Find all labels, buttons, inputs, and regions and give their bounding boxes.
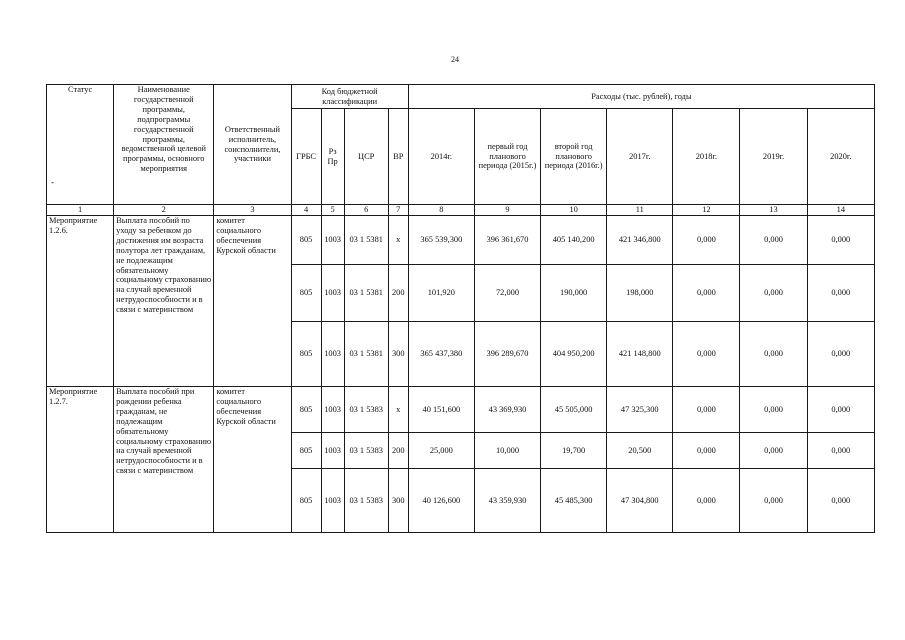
value-cell: 0,000 — [807, 265, 874, 322]
rzpr-cell: 1003 — [321, 469, 344, 533]
value-cell: 72,000 — [474, 265, 540, 322]
column-number: 5 — [321, 205, 344, 216]
header-status — [47, 85, 114, 205]
activity-name: Выплата пособий при рождении ребенка гражданам, не подлежащим обязательному социальному страхованию на случай временной нетрудоспособности и в связи с материнством — [114, 387, 214, 533]
activity-status: Мероприятие 1.2.7. — [47, 387, 114, 533]
value-cell: 0,000 — [673, 322, 740, 387]
header-expenses: Расходы (тыс. рублей), годы — [408, 85, 874, 109]
header-year-2018: 2018г. — [673, 109, 740, 205]
value-cell: 0,000 — [740, 265, 807, 322]
value-cell: 198,000 — [607, 265, 673, 322]
column-number: 8 — [408, 205, 474, 216]
vr-cell: 300 — [388, 322, 408, 387]
column-number: 13 — [740, 205, 807, 216]
header-status-text: Статус — [67, 85, 93, 94]
rzpr-cell: 1003 — [321, 433, 344, 469]
grbs-cell: 805 — [291, 387, 321, 433]
csr-cell: 03 1 5381 — [344, 216, 388, 265]
rzpr-cell: 1003 — [321, 265, 344, 322]
value-cell: 0,000 — [673, 265, 740, 322]
activity-executor: комитет социального обеспечения Курской области — [214, 387, 291, 533]
value-cell: 0,000 — [740, 216, 807, 265]
value-cell: 0,000 — [807, 387, 874, 433]
header-year-2019: 2019г. — [740, 109, 807, 205]
value-cell: 43 369,930 — [474, 387, 540, 433]
column-number: 12 — [673, 205, 740, 216]
header-budget-code: Код бюджетной классификации — [291, 85, 408, 109]
column-number: 14 — [807, 205, 874, 216]
value-cell: 0,000 — [740, 322, 807, 387]
value-cell: 0,000 — [807, 216, 874, 265]
vr-cell: 300 — [388, 469, 408, 533]
column-number-row — [47, 205, 875, 216]
value-cell: 101,920 — [408, 265, 474, 322]
column-number: 6 — [344, 205, 388, 216]
value-cell: 0,000 — [673, 387, 740, 433]
header-year-2014: 2014г. — [408, 109, 474, 205]
header-name: Наименование государственной программы, подпрограммы государственной программы, ведомственной целевой программы, основного мероприятия — [114, 85, 214, 205]
value-cell: 0,000 — [673, 433, 740, 469]
header-vr: ВР — [388, 109, 408, 205]
value-cell: 0,000 — [740, 433, 807, 469]
header-rzpr: Рз Пр — [321, 109, 344, 205]
value-cell: 40 126,600 — [408, 469, 474, 533]
column-number: 1 — [47, 205, 114, 216]
value-cell: 0,000 — [807, 469, 874, 533]
column-number: 4 — [291, 205, 321, 216]
table-row — [47, 216, 875, 265]
activity-status: Мероприятие 1.2.6. — [47, 216, 114, 387]
value-cell: 43 359,930 — [474, 469, 540, 533]
value-cell: 0,000 — [740, 469, 807, 533]
column-number: 3 — [214, 205, 291, 216]
rzpr-cell: 1003 — [321, 322, 344, 387]
value-cell: 190,000 — [541, 265, 607, 322]
value-cell: 20,500 — [607, 433, 673, 469]
header-year-2016: второй год планового периода (2016г.) — [541, 109, 607, 205]
value-cell: 0,000 — [807, 433, 874, 469]
grbs-cell: 805 — [291, 216, 321, 265]
vr-cell: х — [388, 387, 408, 433]
header-executor: Ответственный исполнитель, соисполнители, участники — [214, 85, 291, 205]
header-year-2020: 2020г. — [807, 109, 874, 205]
value-cell: 405 140,200 — [541, 216, 607, 265]
rzpr-cell: 1003 — [321, 216, 344, 265]
grbs-cell: 805 — [291, 322, 321, 387]
value-cell: 0,000 — [807, 322, 874, 387]
budget-table — [46, 84, 875, 533]
grbs-cell: 805 — [291, 469, 321, 533]
value-cell: 421 148,800 — [607, 322, 673, 387]
value-cell: 365 539,300 — [408, 216, 474, 265]
value-cell: 404 950,200 — [541, 322, 607, 387]
vr-cell: 200 — [388, 265, 408, 322]
value-cell: 396 289,670 — [474, 322, 540, 387]
activity-name: Выплата пособий по уходу за ребенком до достижения им возраста полутора лет гражданам, не подлежащим обязательному социальному страхованию на случай временной нетрудоспособности и в связи с материнством — [114, 216, 214, 387]
value-cell: 396 361,670 — [474, 216, 540, 265]
page-number: 24 — [451, 55, 459, 64]
value-cell: 0,000 — [740, 387, 807, 433]
value-cell: 0,000 — [673, 216, 740, 265]
value-cell: 421 346,800 — [607, 216, 673, 265]
header-grbs: ГРБС — [291, 109, 321, 205]
value-cell: 45 505,000 — [541, 387, 607, 433]
value-cell: 40 151,600 — [408, 387, 474, 433]
column-number: 10 — [541, 205, 607, 216]
value-cell: 45 485,300 — [541, 469, 607, 533]
csr-cell: 03 1 5383 — [344, 469, 388, 533]
value-cell: 10,000 — [474, 433, 540, 469]
value-cell: 365 437,380 — [408, 322, 474, 387]
value-cell: 19,700 — [541, 433, 607, 469]
column-number: 9 — [474, 205, 540, 216]
table-row — [47, 387, 875, 433]
header-year-2015: первый год планового периода (2015г.) — [474, 109, 540, 205]
column-number: 11 — [607, 205, 673, 216]
value-cell: 25,000 — [408, 433, 474, 469]
header-csr: ЦСР — [344, 109, 388, 205]
column-number: 7 — [388, 205, 408, 216]
csr-cell: 03 1 5383 — [344, 433, 388, 469]
header-year-2017: 2017г. — [607, 109, 673, 205]
scan-mark: - — [51, 177, 54, 188]
rzpr-cell: 1003 — [321, 387, 344, 433]
column-number: 2 — [114, 205, 214, 216]
value-cell: 0,000 — [673, 469, 740, 533]
value-cell: 47 325,300 — [607, 387, 673, 433]
grbs-cell: 805 — [291, 433, 321, 469]
value-cell: 47 304,800 — [607, 469, 673, 533]
vr-cell: 200 — [388, 433, 408, 469]
grbs-cell: 805 — [291, 265, 321, 322]
csr-cell: 03 1 5381 — [344, 265, 388, 322]
csr-cell: 03 1 5381 — [344, 322, 388, 387]
csr-cell: 03 1 5383 — [344, 387, 388, 433]
vr-cell: х — [388, 216, 408, 265]
activity-executor: комитет социального обеспечения Курской области — [214, 216, 291, 387]
